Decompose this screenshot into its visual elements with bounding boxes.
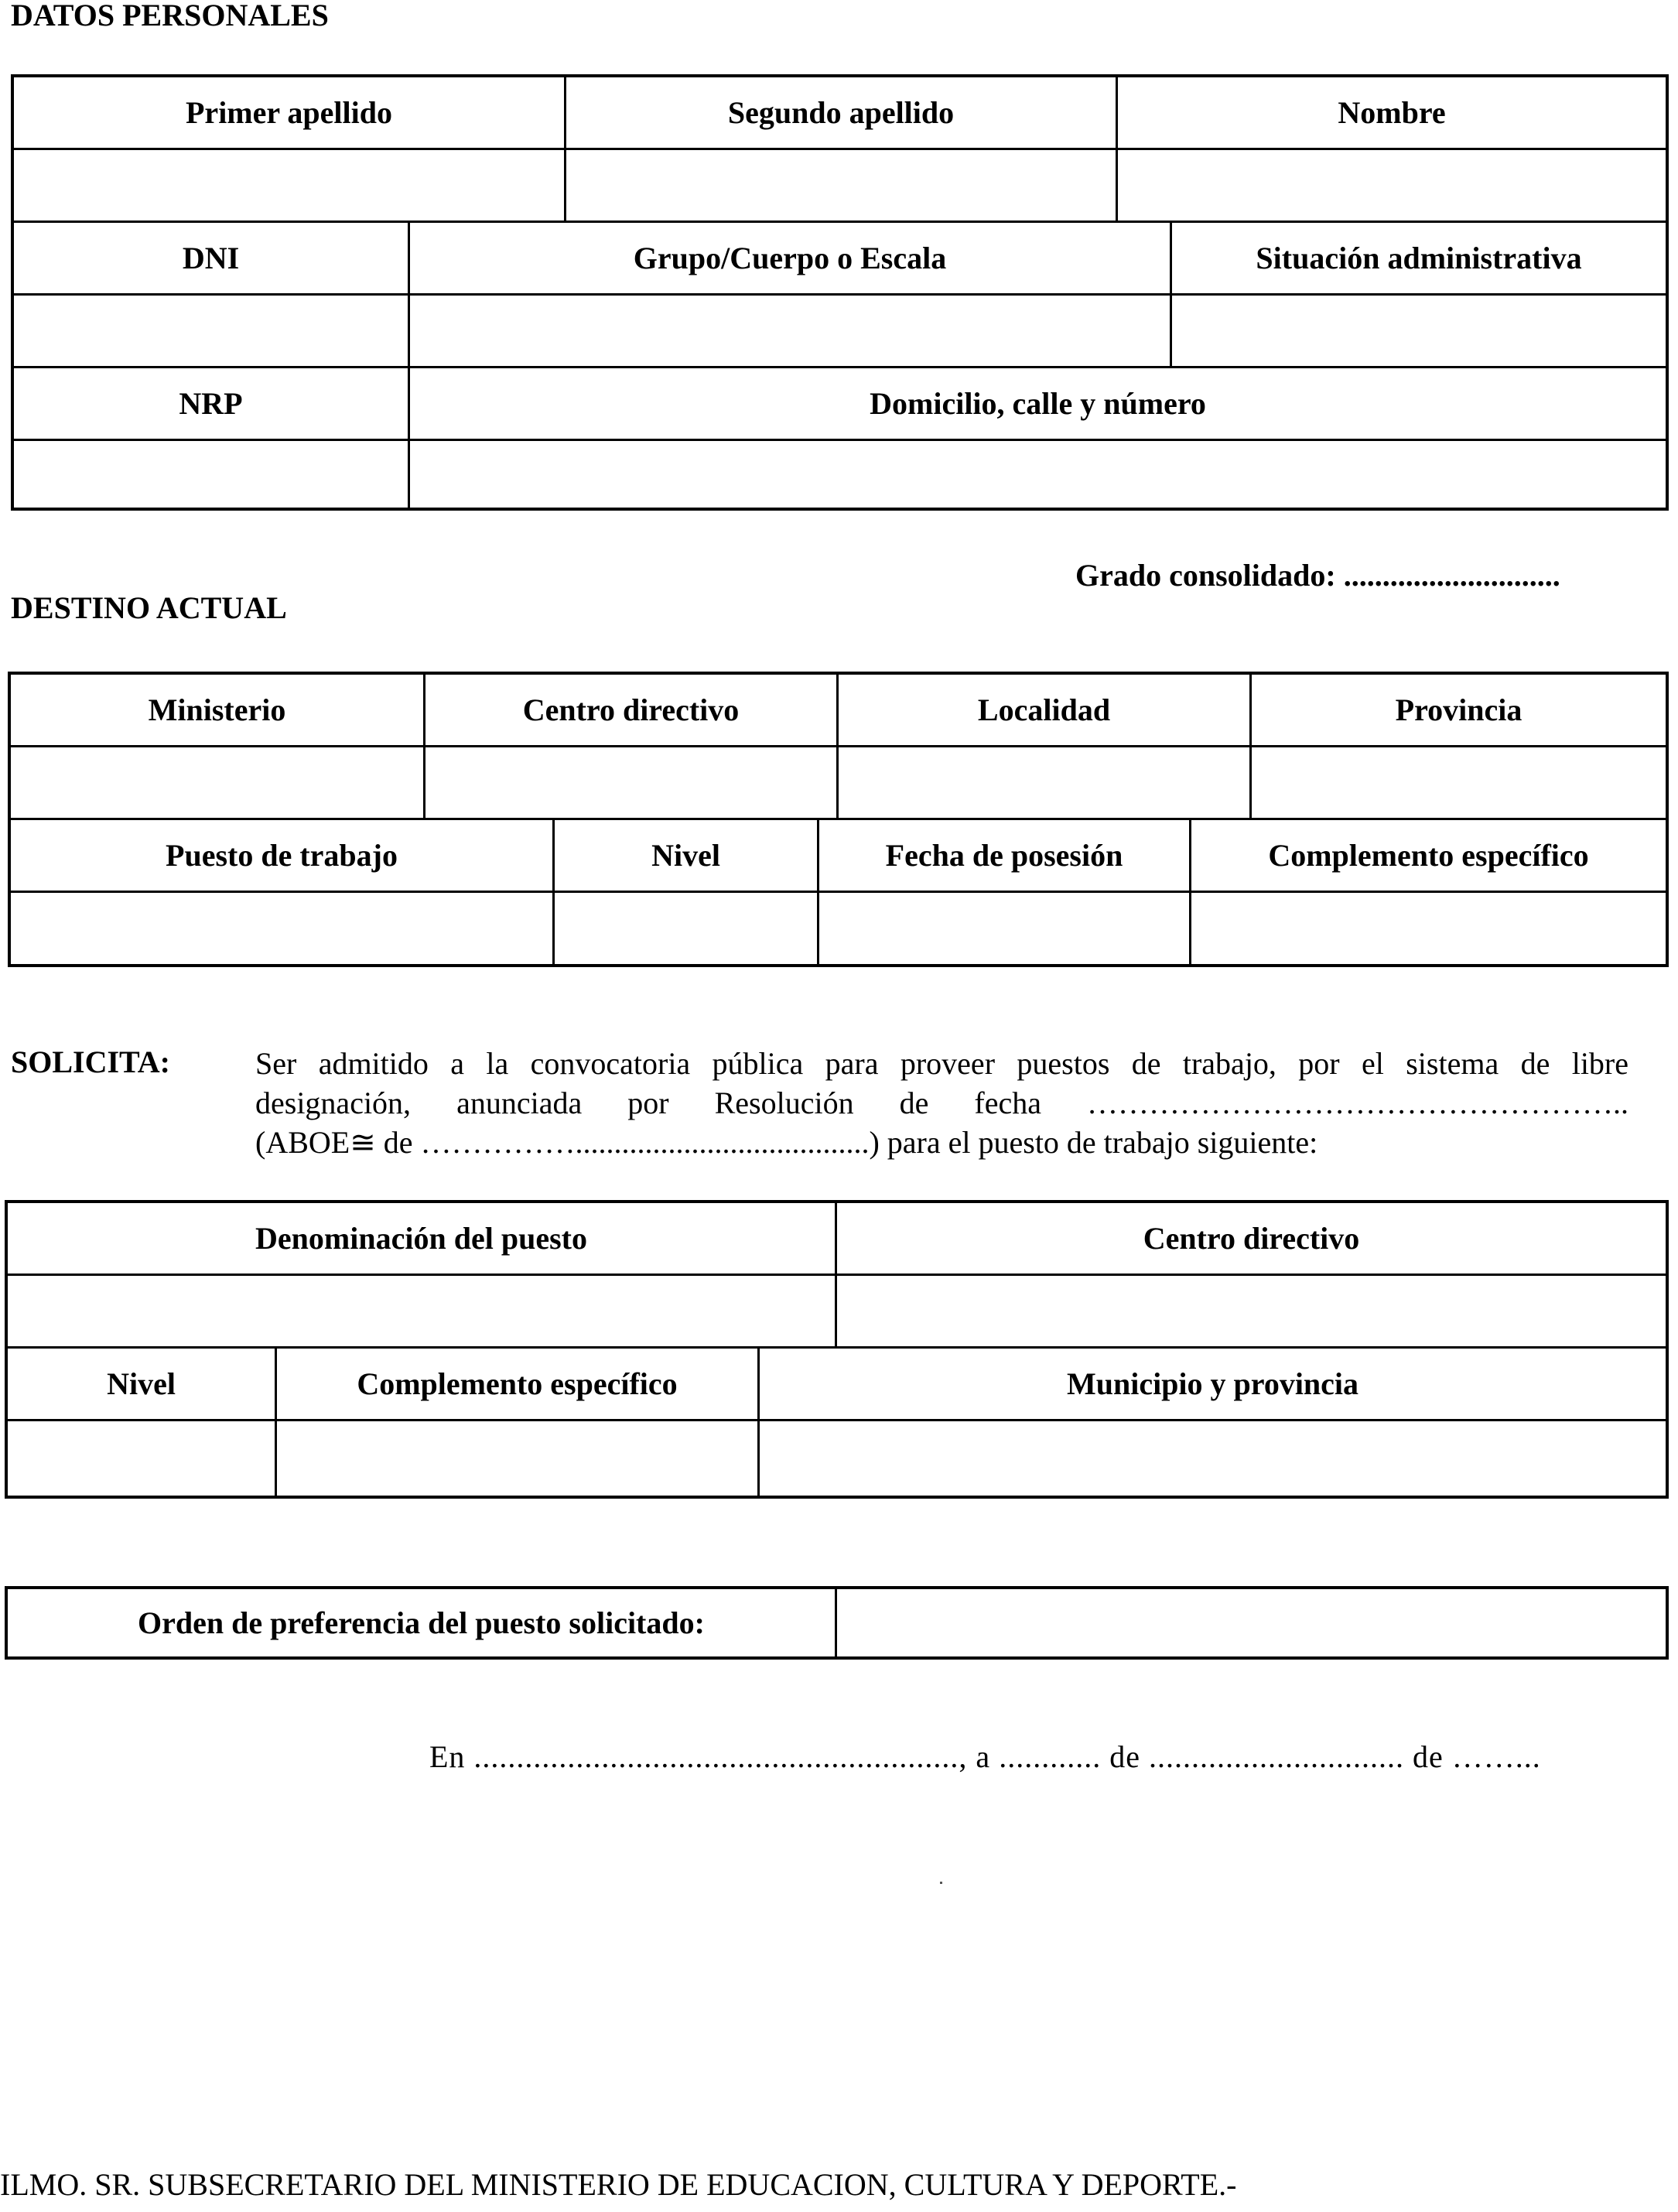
header-nivel-puesto: Nivel: [8, 1349, 277, 1421]
header-municipio-y-provincia: Municipio y provincia: [760, 1349, 1666, 1421]
destino-actual-table: [8, 672, 1669, 967]
header-grupo-cuerpo-escala: Grupo/Cuerpo o Escala: [410, 223, 1172, 296]
centro-directivo-puesto-field[interactable]: [837, 1276, 1666, 1349]
nivel-puesto-field[interactable]: [8, 1421, 277, 1496]
personal-header-row-1: [14, 77, 1666, 150]
destino-input-row-1: [11, 747, 1666, 820]
header-complemento-especifico-puesto: Complemento específico: [277, 1349, 760, 1421]
destino-header-row-1: [11, 675, 1666, 747]
header-centro-directivo: Centro directivo: [425, 675, 839, 747]
complemento-especifico-puesto-field[interactable]: [277, 1421, 760, 1496]
header-nombre: Nombre: [1118, 77, 1666, 150]
centro-directivo-field[interactable]: [425, 747, 839, 820]
provincia-field[interactable]: [1252, 747, 1666, 820]
denominacion-del-puesto-field[interactable]: [8, 1276, 837, 1349]
domicilio-field[interactable]: [410, 441, 1666, 508]
grupo-cuerpo-escala-field[interactable]: [410, 296, 1172, 368]
header-denominacion-del-puesto: Denominación del puesto: [8, 1203, 837, 1276]
orden-preferencia-row: [8, 1589, 1666, 1656]
header-primer-apellido: Primer apellido: [14, 77, 566, 150]
nrp-field[interactable]: [14, 441, 410, 508]
personal-input-row-2: [14, 296, 1666, 368]
municipio-y-provincia-field[interactable]: [760, 1421, 1666, 1496]
personal-input-row-3: [14, 441, 1666, 508]
ministerio-field[interactable]: [11, 747, 425, 820]
puesto-input-row-1: [8, 1276, 1666, 1349]
orden-preferencia-field[interactable]: [837, 1589, 1666, 1656]
personal-data-table: [11, 74, 1669, 511]
fecha-de-posesion-field[interactable]: [819, 893, 1191, 964]
complemento-especifico-field[interactable]: [1191, 893, 1666, 964]
header-localidad: Localidad: [839, 675, 1252, 747]
addressee-line: ILMO. SR. SUBSECRETARIO DEL MINISTERIO DE EDUCACION, CULTURA Y DEPORTE.-: [0, 2167, 1237, 2202]
header-nivel: Nivel: [555, 820, 819, 893]
place-date-line: En ........................................................., a ............ de .............................. de ……...: [429, 1739, 1541, 1774]
segundo-apellido-field[interactable]: [566, 150, 1118, 223]
localidad-field[interactable]: [839, 747, 1252, 820]
header-nrp: NRP: [14, 368, 410, 441]
header-segundo-apellido: Segundo apellido: [566, 77, 1118, 150]
nombre-field[interactable]: [1118, 150, 1666, 223]
personal-input-row-1: [14, 150, 1666, 223]
puesto-solicitado-table: [5, 1200, 1669, 1499]
nivel-field[interactable]: [555, 893, 819, 964]
header-puesto-de-trabajo: Puesto de trabajo: [11, 820, 555, 893]
puesto-input-row-2: [8, 1421, 1666, 1496]
solicita-line-1: Ser admitido a la convocatoria pública para proveer puestos de trabajo, por el sistema de libre: [255, 1046, 1628, 1081]
orden-preferencia-table: [5, 1586, 1669, 1660]
solicita-text: [255, 1044, 1628, 1162]
primer-apellido-field[interactable]: [14, 150, 566, 223]
solicita-line-2: designación, anunciada por Resolución de fecha ……………………………………………..: [255, 1085, 1628, 1120]
header-ministerio: Ministerio: [11, 675, 425, 747]
orden-preferencia-label: Orden de preferencia del puesto solicitado:: [8, 1589, 837, 1656]
dni-field[interactable]: [14, 296, 410, 368]
solicita-line-3: (ABOE≅ de ……………......................................) para el puesto de trabajo siguiente:: [255, 1125, 1318, 1160]
header-domicilio: Domicilio, calle y número: [410, 368, 1666, 441]
header-provincia: Provincia: [1252, 675, 1666, 747]
destino-input-row-2: [11, 893, 1666, 964]
scan-speck: [940, 1882, 942, 1884]
personal-header-row-3: [14, 368, 1666, 441]
situacion-administrativa-field[interactable]: [1172, 296, 1666, 368]
solicita-label: SOLICITA:: [11, 1044, 170, 1079]
destino-header-row-2: [11, 820, 1666, 893]
header-centro-directivo-puesto: Centro directivo: [837, 1203, 1666, 1276]
puesto-header-row-1: [8, 1203, 1666, 1276]
header-dni: DNI: [14, 223, 410, 296]
header-fecha-de-posesion: Fecha de posesión: [819, 820, 1191, 893]
header-situacion-administrativa: Situación administrativa: [1172, 223, 1666, 296]
puesto-de-trabajo-field[interactable]: [11, 893, 555, 964]
header-complemento-especifico: Complemento específico: [1191, 820, 1666, 893]
grado-consolidado-label: Grado consolidado: ............................: [1075, 558, 1560, 593]
section-title-destino-actual: DESTINO ACTUAL: [11, 590, 287, 625]
personal-header-row-2: [14, 223, 1666, 296]
section-title-datos-personales: DATOS PERSONALES: [11, 0, 329, 32]
puesto-header-row-2: [8, 1349, 1666, 1421]
